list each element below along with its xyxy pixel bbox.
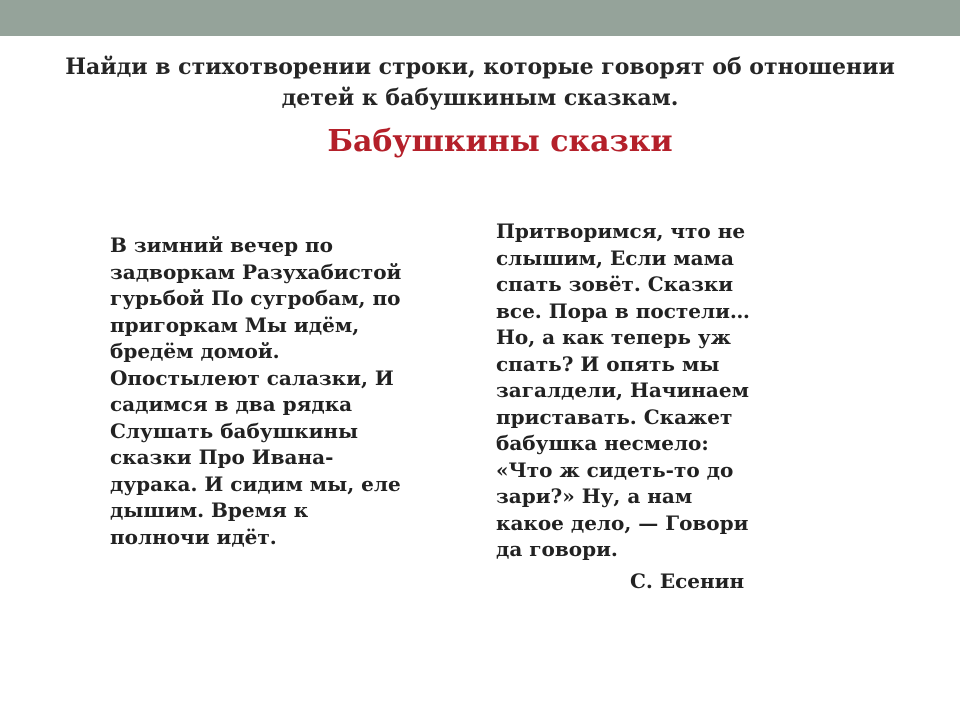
poem-left-column (110, 232, 440, 550)
poem-line: спать? И опять мы (496, 351, 720, 376)
poem-line: бредём домой. (110, 339, 280, 363)
task-line: детей к бабушкиным сказкам. (281, 85, 679, 111)
poem-line: слышим, Если мама (496, 245, 734, 270)
poem-line: приставать. Скажет (496, 404, 733, 429)
poem-line: сказки Про Ивана- (110, 445, 334, 469)
task-line: Найди в стихотворении строки, которые говорят об отношении (65, 54, 895, 80)
poem-author: С. Есенин (630, 569, 745, 593)
poem-title: Бабушкины сказки (327, 124, 673, 159)
poem-line: полночи идёт. (110, 524, 277, 549)
poem-line: загалдели, Начинаем (496, 378, 749, 402)
poem-right-column (496, 218, 796, 563)
poem-line: В зимний вечер по (110, 233, 334, 257)
poem-line: «Что ж сидеть-то до (496, 457, 734, 482)
poem-line: гурьбой По сугробам, по (110, 286, 401, 310)
poem-line: да говори. (496, 537, 618, 561)
poem-line: бабушка несмело: (496, 431, 709, 455)
poem-line: какое дело, — Говори (496, 510, 749, 535)
poem-line: Опостылеют салазки, И (110, 365, 394, 390)
poem-line: Притворимся, что не (496, 219, 746, 243)
poem-line: спать зовёт. Сказки (496, 272, 734, 296)
poem-line: все. Пора в постели… (496, 298, 750, 323)
poem-line: дышим. Время к (110, 498, 309, 522)
poem-line: пригоркам Мы идём, (110, 312, 360, 337)
poem-line: задворкам Разухабистой (110, 259, 402, 284)
task-instruction (60, 52, 900, 114)
poem-line: Слушать бабушкины (110, 418, 359, 443)
poem-line: дурака. И сидим мы, еле (110, 471, 401, 496)
top-bar (0, 0, 960, 36)
poem-line: зари?» Ну, а нам (496, 484, 693, 508)
poem-line: Но, а как теперь уж (496, 325, 731, 349)
poem-line: садимся в два рядка (110, 392, 353, 416)
